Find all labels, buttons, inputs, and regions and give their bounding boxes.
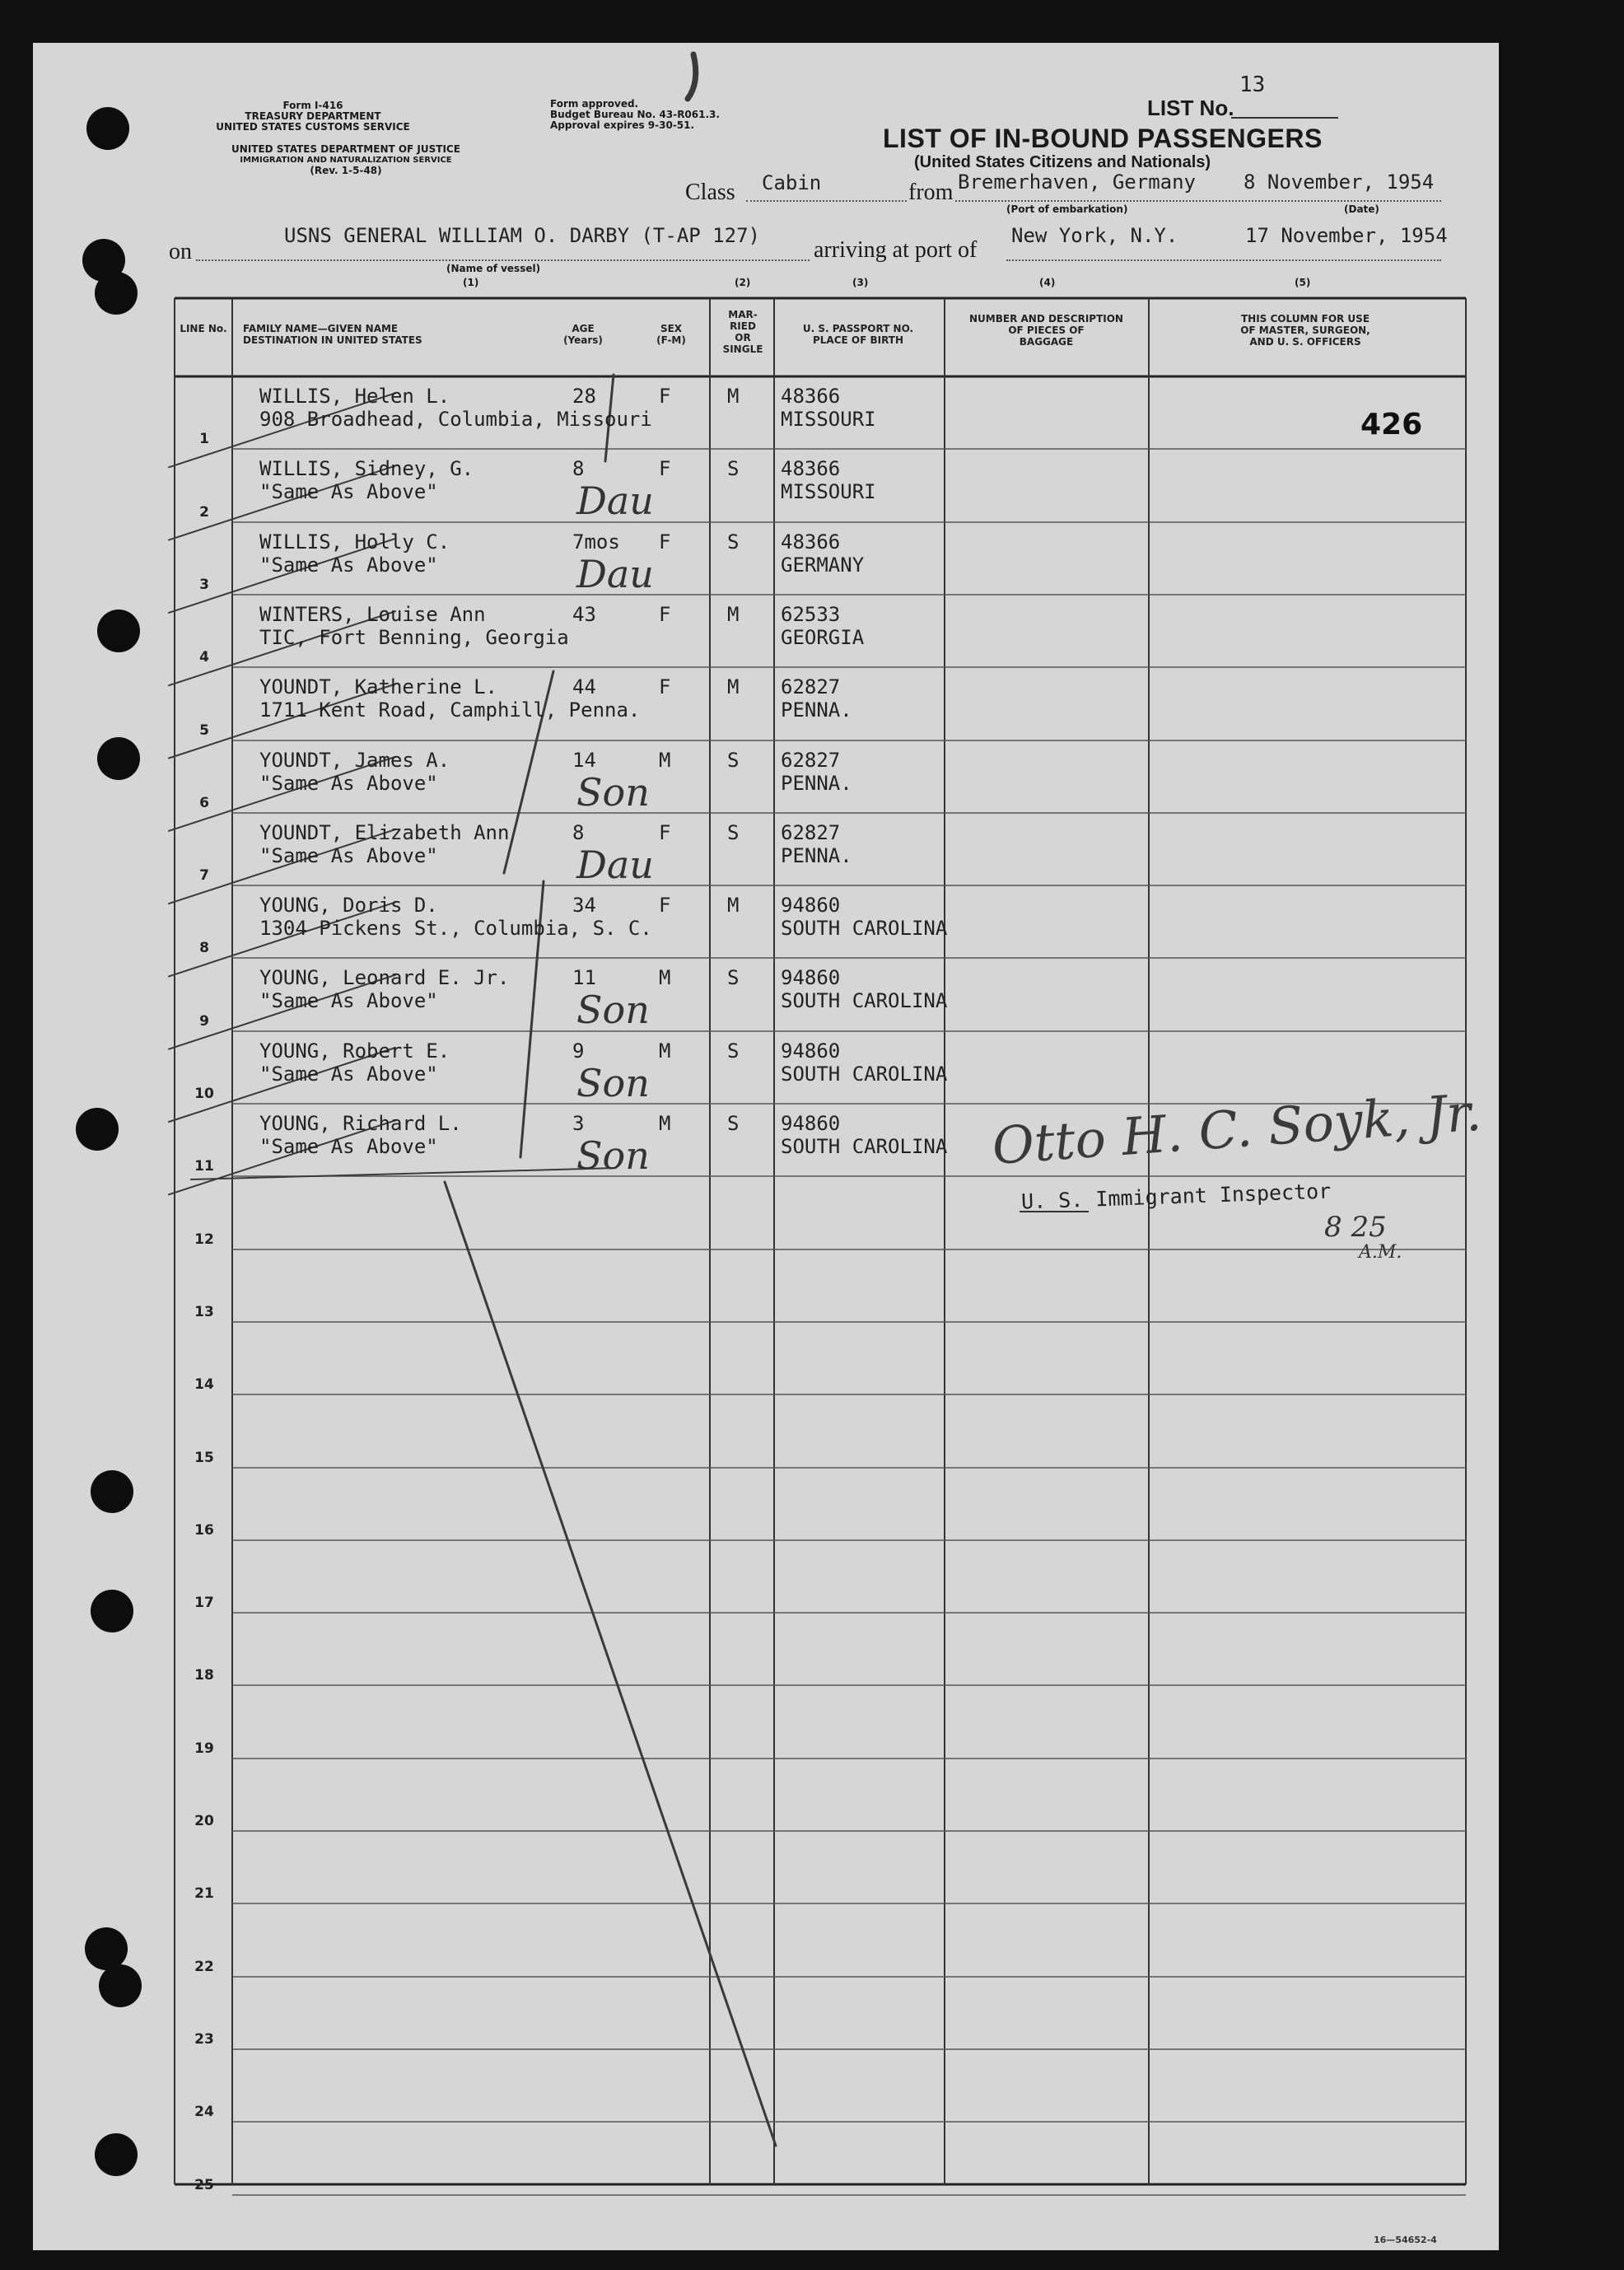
embarkation-caption: (Port of embarkation)	[1006, 203, 1128, 215]
passenger-destination: 908 Broadhead, Columbia, Missouri	[259, 408, 652, 431]
passenger-marital-status: M	[727, 675, 740, 699]
inspector-title: U. S. Immigrant Inspector	[1020, 1179, 1332, 1214]
embarkation-port: Bremerhaven, Germany	[958, 170, 1196, 194]
passport-number: 62533	[781, 602, 841, 626]
passenger-age: 11	[572, 966, 596, 990]
married-heading-1: MAR-	[728, 309, 758, 320]
col-1-caption: (1)	[463, 277, 479, 288]
passenger-destination: "Same As Above"	[259, 771, 438, 795]
place-of-birth: SOUTH CAROLINA	[781, 989, 948, 1013]
date-caption: (Date)	[1344, 203, 1379, 215]
relationship-note: Dau	[576, 479, 654, 524]
vessel-name: USNS GENERAL WILLIAM O. DARBY (T-AP 127)	[284, 224, 760, 247]
form-subtitle: (United States Citizens and Nationals)	[914, 153, 1211, 171]
line-number: 11	[194, 1158, 214, 1175]
place-of-birth: PENNA.	[781, 843, 852, 867]
passport-number: 48366	[781, 530, 841, 553]
inspection-ampm: A.M.	[1359, 1242, 1402, 1263]
line-number: 22	[194, 1958, 214, 1975]
passenger-sex: M	[659, 1039, 671, 1063]
ins-label: IMMIGRATION AND NATURALIZATION SERVICE	[240, 156, 452, 165]
line-number: 17	[194, 1595, 214, 1612]
passenger-marital-status: S	[727, 748, 740, 772]
relationship-note: Dau	[576, 551, 654, 596]
passport-number: 62827	[781, 675, 841, 699]
passenger-age: 7mos	[572, 530, 620, 553]
passenger-age: 8	[572, 457, 585, 481]
inspector-signature: Otto H. C. Soyk, Jr.	[990, 1081, 1484, 1176]
passenger-name: WILLIS, Helen L.	[259, 385, 450, 408]
place-of-birth: MISSOURI	[781, 408, 876, 431]
passenger-name: YOUNG, Doris D.	[259, 894, 438, 918]
underline-stroke	[191, 1168, 616, 1179]
expires-line: Approval expires 9-30-51.	[550, 119, 695, 131]
line-number: 3	[199, 576, 209, 593]
passenger-marital-status: M	[727, 385, 740, 408]
place-of-birth: SOUTH CAROLINA	[781, 1062, 948, 1086]
married-heading-2: RIED	[730, 320, 756, 332]
relationship-note: Son	[576, 1060, 650, 1105]
col-5-caption: (5)	[1295, 277, 1311, 288]
baggage-heading-3: BAGGAGE	[1019, 336, 1074, 348]
passenger-sex: F	[659, 602, 671, 626]
passenger-marital-status: S	[727, 966, 740, 990]
line-number: 13	[194, 1303, 214, 1320]
passenger-destination: "Same As Above"	[259, 1062, 438, 1086]
line-number: 12	[194, 1231, 214, 1248]
treasury-label: TREASURY DEPARTMENT	[245, 110, 381, 122]
baggage-heading-1: NUMBER AND DESCRIPTION	[969, 313, 1123, 325]
passenger-name: YOUNG, Richard L.	[259, 1112, 462, 1135]
baggage-heading-2: OF PIECES OF	[1008, 325, 1085, 336]
place-of-birth: GERMANY	[781, 553, 865, 577]
passenger-name: WILLIS, Holly C.	[259, 530, 450, 553]
passenger-destination: "Same As Above"	[259, 843, 438, 867]
sex-code-heading: (F-M)	[656, 334, 686, 346]
passenger-destination: "Same As Above"	[259, 989, 438, 1013]
footer-print-code: 16—54652-4	[1374, 2235, 1437, 2245]
passenger-destination: 1304 Pickens St., Columbia, S. C.	[259, 917, 652, 941]
passenger-destination: 1711 Kent Road, Camphill, Penna.	[259, 698, 641, 722]
passenger-name: YOUNDT, Katherine L.	[259, 675, 497, 699]
customs-label: UNITED STATES CUSTOMS SERVICE	[216, 121, 410, 133]
passenger-age: 28	[572, 385, 596, 408]
passenger-marital-status: S	[727, 1039, 740, 1063]
officer-count: 426	[1360, 408, 1423, 441]
col-4-caption: (4)	[1039, 277, 1056, 288]
passport-number: 94860	[781, 1112, 841, 1135]
class-label: Class	[685, 180, 735, 205]
line-number: 25	[194, 2176, 214, 2193]
line-number: 20	[194, 1813, 214, 1829]
place-of-birth: SOUTH CAROLINA	[781, 917, 948, 941]
passenger-name: YOUNG, Leonard E. Jr.	[259, 966, 510, 990]
passenger-destination: TIC, Fort Benning, Georgia	[259, 625, 569, 649]
place-of-birth: GEORGIA	[781, 625, 865, 649]
vessel-caption: (Name of vessel)	[446, 263, 541, 274]
line-number: 1	[199, 431, 209, 448]
passenger-sex: M	[659, 966, 671, 990]
budget-line: Budget Bureau No. 43-R061.3.	[550, 109, 720, 120]
line-number: 2	[199, 503, 209, 521]
passport-number: 48366	[781, 457, 841, 481]
line-number: 21	[194, 1885, 214, 1903]
on-label: on	[169, 239, 192, 264]
from-label: from	[908, 180, 954, 205]
passenger-age: 44	[572, 675, 596, 699]
passenger-sex: F	[659, 457, 671, 481]
age-unit-heading: (Years)	[563, 334, 603, 346]
passenger-marital-status: S	[727, 530, 740, 553]
class-value: Cabin	[762, 171, 822, 194]
line-number: 7	[199, 867, 209, 885]
passport-number: 48366	[781, 385, 841, 408]
place-of-birth: PENNA.	[781, 698, 852, 722]
line-no-heading: LINE No.	[180, 323, 227, 334]
relationship-note: Son	[576, 1133, 650, 1178]
line-number: 23	[194, 2030, 214, 2048]
passport-number: 62827	[781, 820, 841, 844]
passenger-sex: F	[659, 530, 671, 553]
line-number: 10	[194, 1086, 214, 1102]
relationship-note: Son	[576, 769, 650, 815]
passenger-age: 9	[572, 1039, 585, 1063]
approved-line: Form approved.	[550, 98, 639, 110]
line-number: 18	[194, 1667, 214, 1684]
relationship-note: Dau	[576, 842, 654, 887]
passenger-destination: "Same As Above"	[259, 1135, 438, 1158]
passenger-marital-status: S	[727, 457, 740, 481]
passenger-age: 34	[572, 894, 596, 918]
passenger-name: YOUNDT, James A.	[259, 748, 450, 772]
passenger-name: WILLIS, Sidney, G.	[259, 457, 474, 481]
line-number: 4	[199, 649, 209, 666]
passenger-name: YOUNG, Robert E.	[259, 1039, 450, 1063]
diagonal-cancel-stroke	[445, 1182, 776, 2146]
arrival-date: 17 November, 1954	[1245, 224, 1448, 247]
passenger-sex: M	[659, 1112, 671, 1135]
revision-label: (Rev. 1-5-48)	[310, 165, 382, 176]
passenger-sex: M	[659, 748, 671, 772]
relationship-note: Son	[576, 988, 650, 1033]
married-heading-4: SINGLE	[722, 343, 763, 355]
name-heading: FAMILY NAME—GIVEN NAME	[243, 323, 399, 334]
passport-number: 94860	[781, 966, 841, 990]
officers-heading-1: THIS COLUMN FOR USE	[1240, 313, 1370, 325]
passenger-age: 14	[572, 748, 596, 772]
line-number: 8	[199, 940, 209, 957]
passenger-name: WINTERS, Louise Ann	[259, 602, 486, 626]
passenger-marital-status: S	[727, 1112, 740, 1135]
age-heading: AGE	[572, 323, 595, 334]
embarkation-date: 8 November, 1954	[1244, 170, 1435, 194]
passenger-age: 43	[572, 602, 596, 626]
inspector-title-underline	[1020, 1211, 1089, 1212]
line-number: 15	[194, 1449, 214, 1466]
passenger-sex: F	[659, 894, 671, 918]
place-of-birth: SOUTH CAROLINA	[781, 1135, 948, 1158]
col-2-caption: (2)	[735, 277, 751, 288]
line-number: 14	[194, 1376, 214, 1394]
passenger-marital-status: S	[727, 820, 740, 844]
place-of-birth: PENNA.	[781, 771, 852, 795]
line-number: 5	[199, 722, 209, 739]
passport-heading: U. S. PASSPORT NO.	[802, 323, 914, 334]
officers-heading-3: AND U. S. OFFICERS	[1249, 336, 1361, 348]
passport-number: 62827	[781, 748, 841, 772]
passenger-sex: F	[659, 675, 671, 699]
passenger-marital-status: M	[727, 602, 740, 626]
arriving-label: arriving at port of	[814, 237, 978, 263]
passenger-sex: F	[659, 820, 671, 844]
birthplace-heading: PLACE OF BIRTH	[812, 334, 904, 346]
line-number: 24	[194, 2104, 214, 2121]
line-number: 19	[194, 1740, 214, 1757]
form-title: LIST OF IN-BOUND PASSENGERS	[883, 124, 1323, 153]
passenger-age: 3	[572, 1112, 585, 1135]
col-3-caption: (3)	[852, 277, 869, 288]
form-number: Form I-416	[282, 100, 343, 111]
officers-heading-2: OF MASTER, SURGEON,	[1240, 325, 1370, 336]
justice-label: UNITED STATES DEPARTMENT OF JUSTICE	[231, 143, 460, 155]
list-number-label: LIST No.	[1147, 96, 1234, 120]
inspection-time: 8 25	[1324, 1211, 1387, 1244]
passenger-destination: "Same As Above"	[259, 480, 438, 504]
passenger-sex: F	[659, 385, 671, 408]
arrival-port: New York, N.Y.	[1011, 224, 1178, 247]
list-number-value: 13	[1239, 72, 1266, 97]
passenger-destination: "Same As Above"	[259, 553, 438, 577]
passenger-marital-status: M	[727, 894, 740, 918]
destination-heading: DESTINATION IN UNITED STATES	[243, 334, 422, 346]
line-number: 9	[199, 1012, 209, 1030]
pen-mark	[688, 54, 696, 99]
passenger-name: YOUNDT, Elizabeth Ann	[259, 820, 510, 844]
passport-number: 94860	[781, 1039, 841, 1063]
passport-number: 94860	[781, 894, 841, 918]
line-number: 6	[199, 794, 209, 811]
married-heading-3: OR	[735, 332, 751, 343]
sex-heading: SEX	[660, 323, 683, 334]
place-of-birth: MISSOURI	[781, 480, 876, 504]
line-number: 16	[194, 1521, 214, 1539]
passenger-age: 8	[572, 820, 585, 844]
